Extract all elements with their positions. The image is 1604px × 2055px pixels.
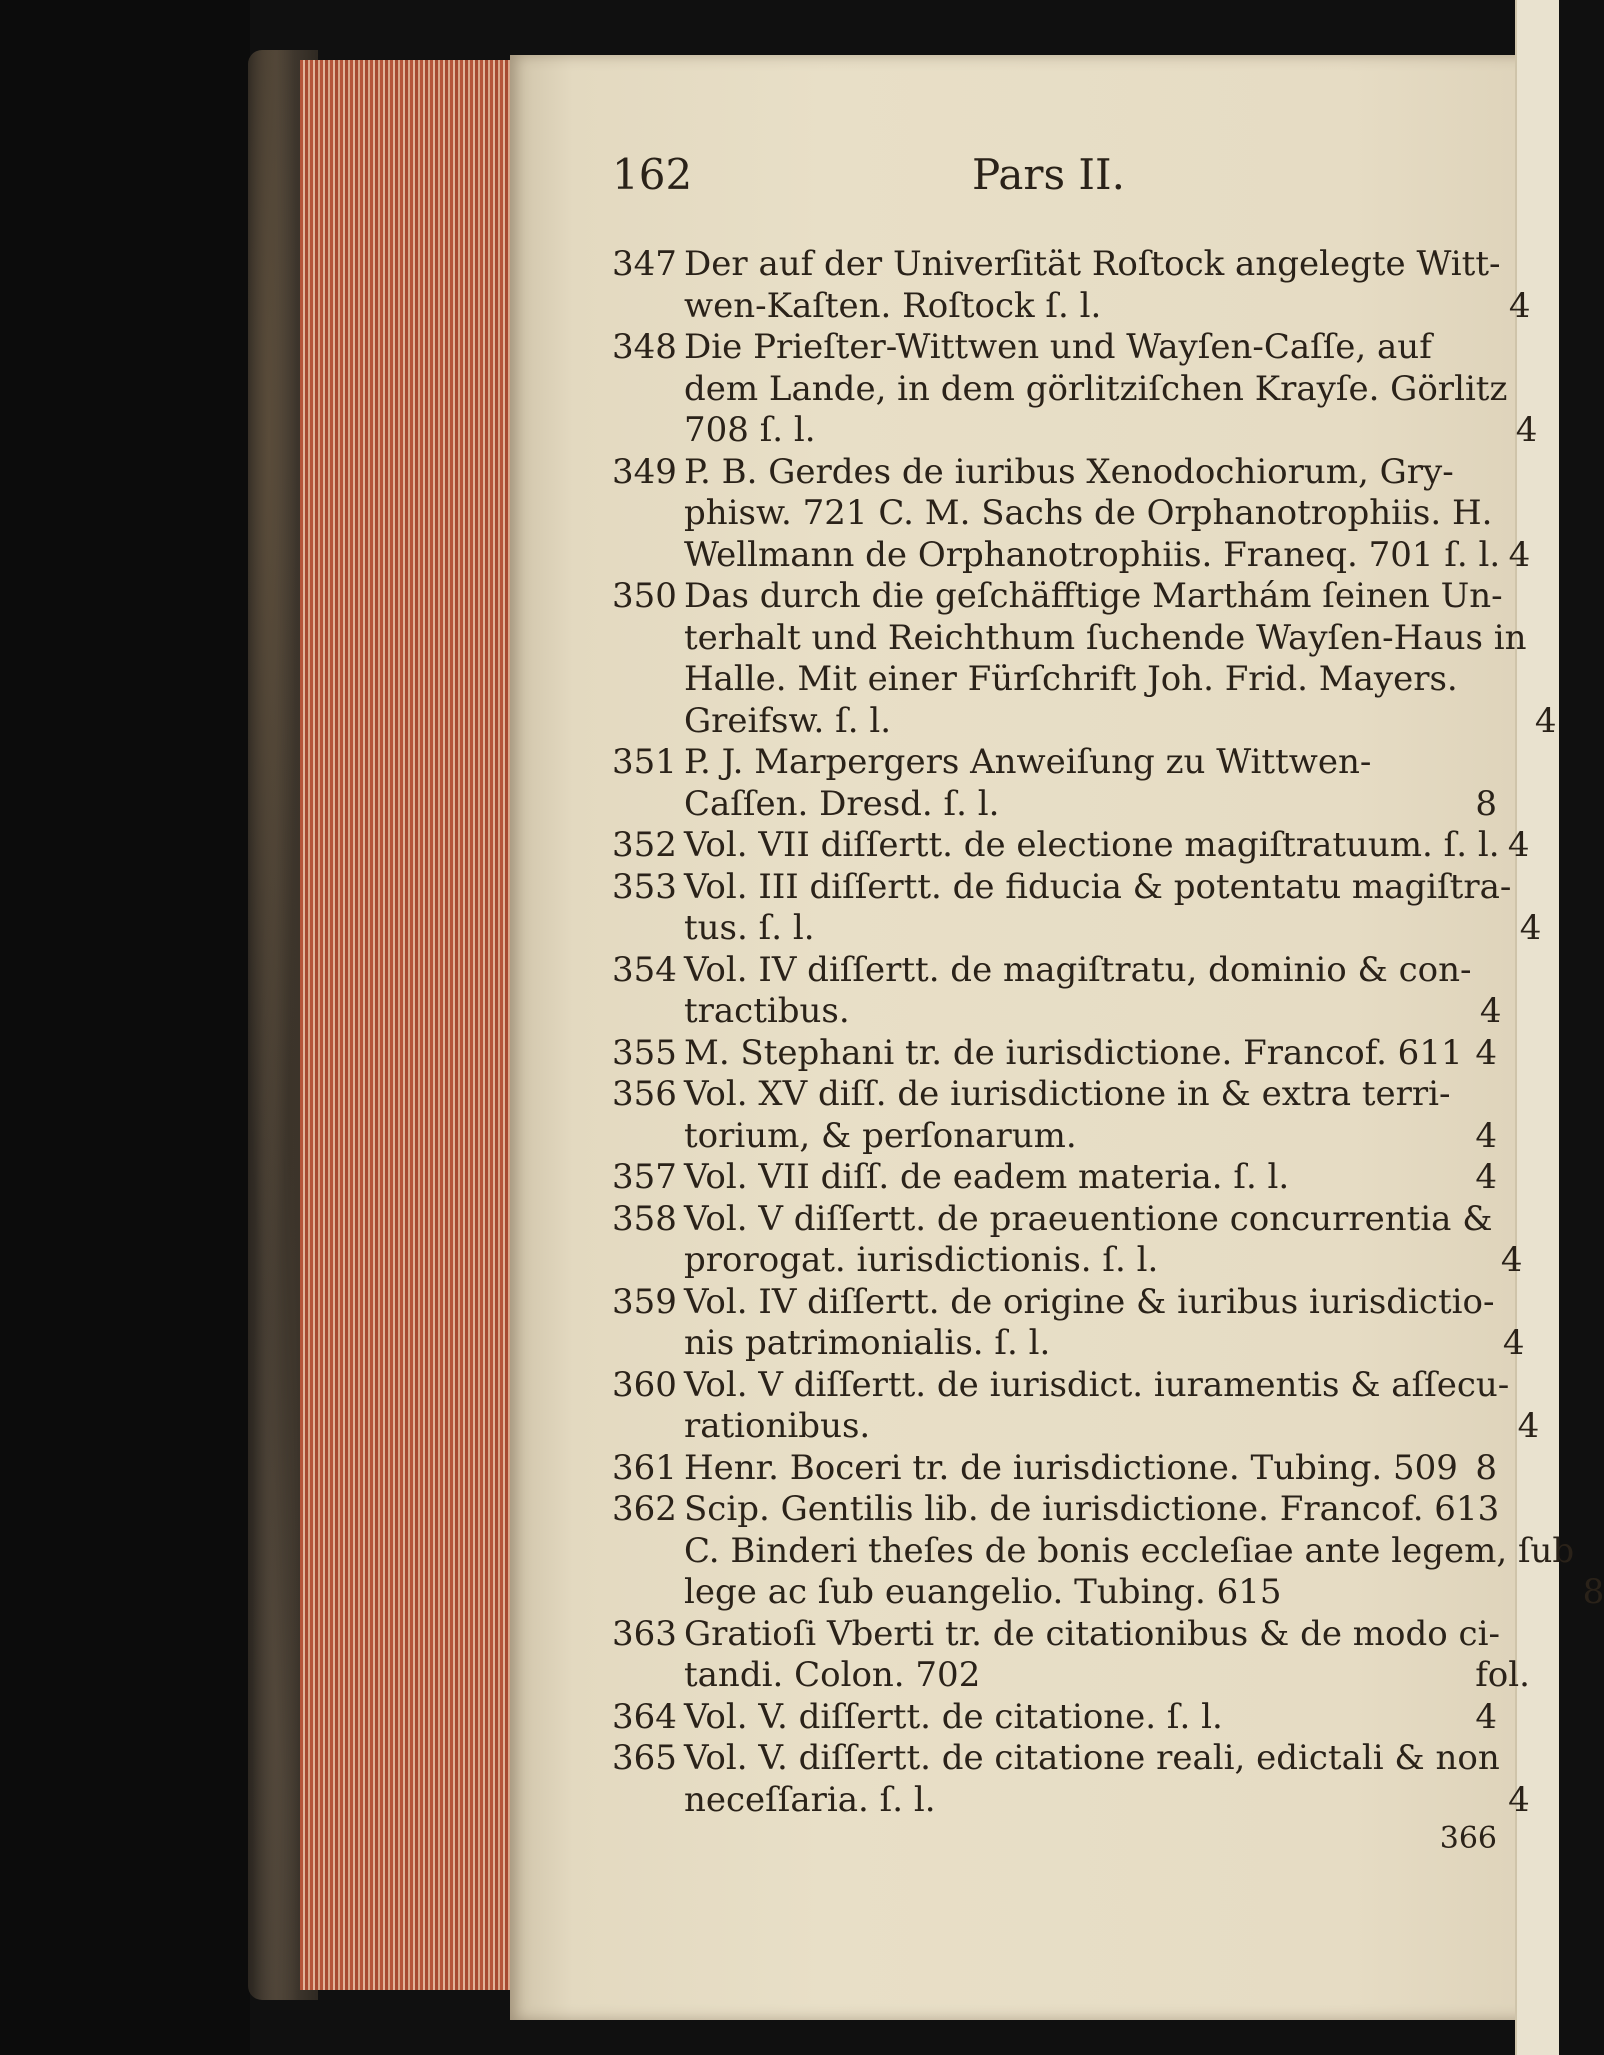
entry-number: 357 [612,1157,677,1197]
entry-text: rationibus. [684,1406,871,1446]
entry-line [684,1365,1539,1407]
entry-line [684,576,1557,618]
entry-lines [684,1157,1497,1199]
entry-lines [684,452,1530,577]
entry-lines [684,1489,1604,1614]
entry-line [684,825,1530,867]
entry-format: 4 [1502,1323,1525,1363]
entry-text: tractibus. [684,991,850,1031]
entry-text: Greifsw. ſ. l. [684,700,892,741]
entry-line [684,410,1537,452]
catalog-entry [612,1613,1530,1697]
entry-format: 4 [1475,1157,1497,1197]
entry-text: Vol. V. diſſertt. de citatione reali, edictali & non [684,1738,1500,1778]
entry-number: 360 [612,1364,677,1405]
entry-text: Die Prieſter-Wittwen und Wayſen-Caſſe, auf [684,327,1432,367]
entry-line [684,1199,1522,1241]
entry-format: 8 [1475,1447,1497,1488]
entry-lines [684,867,1541,950]
entry-line [684,618,1557,660]
entry-number: 361 [612,1447,677,1488]
entry-line [684,1282,1524,1324]
entry-line [684,1655,1530,1697]
entry-line [684,1033,1497,1075]
entry-text: Vol. IV diſſertt. de origine & iuribus iurisdictio- [684,1281,1495,1322]
entry-format [1500,1738,1530,1780]
entry-lines [684,1697,1497,1739]
entry-line [684,493,1530,535]
entry-lines [684,1074,1497,1157]
entry-line [684,1738,1530,1780]
entry-format: 4 [1534,700,1557,741]
catalog-entry [612,1074,1497,1157]
entry-line [684,1448,1497,1490]
entry-format [1501,244,1531,286]
catalog-entry [612,1489,1604,1614]
entry-text: Vol. XV diſſ. de iurisdictione in & extra terri- [684,1074,1451,1114]
entry-line [684,742,1497,784]
catalog-entry [612,866,1542,950]
entry-number: 356 [612,1074,677,1114]
entry-format [1500,452,1530,494]
background [0,0,250,2055]
entry-format: 4 [1475,1115,1497,1156]
catchword: 366 [1439,1821,1497,1856]
entry-line [684,1323,1524,1365]
entry-format: 4 [1508,285,1531,326]
entry-text: prorogat. iurisdictionis. ſ. l. [684,1240,1159,1280]
catalog-entry [612,1157,1497,1199]
entry-line [684,908,1541,950]
catalog-entry [612,1364,1540,1448]
entry-line [684,1697,1497,1739]
entry-line [684,327,1537,369]
entry-text: Scip. Gentilis lib. de iurisdictione. Francof. 613 [684,1489,1500,1529]
entry-line [684,784,1497,826]
entry-text: Vol. IV diſſertt. de magiſtratu, dominio & con- [684,949,1472,990]
entry-format: 4 [1508,1779,1530,1820]
entry-number: 364 [612,1696,677,1737]
entry-number: 365 [612,1738,677,1778]
entry-lines [684,1199,1522,1282]
entry-number: 362 [612,1489,677,1529]
entry-line [684,867,1541,909]
entry-format [1500,1614,1530,1656]
entry-lines [684,1282,1524,1365]
entry-text: nis patrimonialis. ſ. l. [684,1323,1051,1363]
entry-number: 347 [612,244,677,284]
entry-line [684,1240,1522,1282]
entry-line [684,535,1530,577]
entry-text: Gratioſi Vberti tr. de citationibus & de modo ci- [684,1613,1500,1654]
entry-format [1471,950,1501,992]
entry-text: M. Stephani tr. de iurisdictione. Francof. 611 [684,1032,1463,1073]
entry-lines [684,1738,1530,1821]
entry-text: neceſſaria. ſ. l. [684,1779,936,1820]
entry-line [684,1614,1530,1656]
entry-format: 4 [1519,908,1542,948]
entry-text: Vol. V diſſertt. de praeuentione concurrentia & [684,1198,1493,1239]
entry-lines [684,327,1537,452]
entry-text: Vol. VII diſſertt. de electione magiſtratuum. ſ. l. [684,825,1500,865]
page-edges [300,60,532,1990]
entry-number: 349 [612,451,677,492]
entry-format: 4 [1475,1696,1497,1737]
entry-format: 4 [1507,825,1530,865]
entry-text: Wellmann de Orphanotrophiis. Franeq. 701 ſ. l. [684,534,1501,575]
catalog-entries [612,244,1604,1821]
entry-text: torium, & perſonarum. [684,1115,1077,1156]
entry-format [1527,576,1557,618]
entry-line [684,1572,1604,1614]
entry-lines [684,1365,1539,1448]
catalog-entry [612,451,1531,577]
entry-line [684,1116,1497,1158]
entry-format: 4 [1515,410,1538,450]
catalog-entry [612,576,1557,742]
entry-lines [684,576,1557,742]
entry-format [1494,1282,1524,1324]
catalog-entry [612,949,1502,1033]
entry-format [1467,1074,1497,1116]
entry-text: wen-Kaſten. Roſtock ſ. l. [684,285,1102,326]
catalog-entry [612,825,1530,867]
entry-format [1574,1489,1604,1531]
catalog-entry [612,1281,1525,1365]
entry-line [684,369,1537,411]
entry-number: 350 [612,576,677,616]
entry-format [1492,1199,1522,1241]
entry-lines [684,244,1531,327]
running-head: Pars II. [972,150,1125,199]
entry-text: C. Binderi theſes de bonis eccleſiae ante legem, ſub [684,1530,1575,1571]
entry-number: 363 [612,1613,677,1654]
entry-text: tandi. Colon. 702 [684,1655,981,1695]
entry-format: 8 [1582,1572,1604,1612]
entry-lines [684,1614,1530,1697]
entry-line [684,1074,1497,1116]
entry-number: 358 [612,1198,677,1239]
entry-line [684,1489,1604,1531]
entry-text: P. J. Marpergers Anweiſung zu Wittwen- [684,742,1372,782]
entry-line [684,452,1530,494]
entry-text: Vol. VII diſſ. de eadem materia. ſ. l. [684,1157,1290,1197]
entry-number: 359 [612,1281,677,1322]
catalog-entry [612,327,1538,452]
entry-line [684,1406,1539,1448]
entry-format: 4 [1508,534,1531,575]
entry-format [1509,1365,1539,1407]
page-header [612,150,1497,210]
entry-text: tus. ſ. l. [684,908,815,948]
catalog-entry [612,1738,1530,1821]
entry-lines [684,950,1501,1033]
entry-format [1500,493,1530,535]
catalog-entry [612,1448,1497,1490]
entry-format: fol. [1475,1655,1530,1695]
entry-text: Vol. III diſſertt. de fiducia & potentatu magiſtra- [684,866,1512,907]
catalog-entry [612,742,1497,825]
entry-line [684,659,1557,701]
entry-line [684,1531,1604,1573]
entry-format: 8 [1475,783,1497,824]
entry-format [1527,659,1557,701]
catalog-entry [612,1033,1497,1075]
entry-number: 353 [612,866,677,907]
entry-text: P. B. Gerdes de iuribus Xenodochiorum, Gry- [684,451,1454,492]
entry-format [1507,369,1537,411]
entry-format [1467,742,1497,784]
entry-text: Henr. Boceri tr. de iurisdictione. Tubing. 509 [684,1447,1458,1488]
entry-line [684,244,1531,286]
entry-format: 4 [1500,1240,1523,1280]
entry-text: Das durch die geſchäfftige Marthám ſeinen Un- [684,576,1503,616]
entry-text: terhalt und Reichthum ſuchende Wayſen-Haus in [684,617,1527,658]
entry-format [1511,867,1541,909]
entry-lines [684,1448,1497,1490]
entry-lines [684,742,1497,825]
entry-format [1574,1531,1604,1573]
entry-line [684,1780,1530,1822]
entry-number: 351 [612,742,677,782]
entry-text: Der auf der Univerſität Roſtock angelegte Witt- [684,244,1501,284]
entry-lines [684,1033,1497,1075]
entry-number: 355 [612,1032,677,1073]
entry-text: phisw. 721 C. M. Sachs de Orphanotrophiis. H. [684,493,1493,533]
page-text [612,150,1604,1856]
entry-text: 708 ſ. l. [684,410,816,450]
entry-text: Vol. V. diſſertt. de citatione. ſ. l. [684,1696,1223,1737]
entry-text: lege ac ſub euangelio. Tubing. 615 [684,1572,1282,1612]
page-number: 162 [612,150,693,199]
entry-text: Halle. Mit einer Fürſchrift Joh. Frid. Mayers. [684,659,1458,699]
entry-format: 4 [1475,1032,1497,1073]
entry-format: 4 [1517,1406,1540,1446]
entry-number: 352 [612,825,677,865]
entry-text: Vol. V diſſertt. de iurisdict. iuramentis & aſſecu- [684,1364,1510,1405]
catalog-entry [612,1697,1497,1739]
entry-format [1527,618,1557,660]
catalog-entry [612,244,1531,327]
entry-line [684,991,1501,1033]
entry-line [684,286,1531,328]
entry-format [1507,327,1537,369]
entry-number: 354 [612,949,677,990]
entry-text: dem Lande, in dem görlitziſchen Krayſe. Görlitz [684,368,1508,409]
entry-line [684,1157,1497,1199]
entry-line [684,950,1501,992]
entry-line [684,701,1557,743]
entry-lines [684,825,1530,867]
entry-number: 348 [612,327,677,367]
entry-text: Caſſen. Dresd. ſ. l. [684,783,1000,824]
catalog-entry [612,1198,1523,1282]
entry-format: 4 [1479,991,1502,1031]
